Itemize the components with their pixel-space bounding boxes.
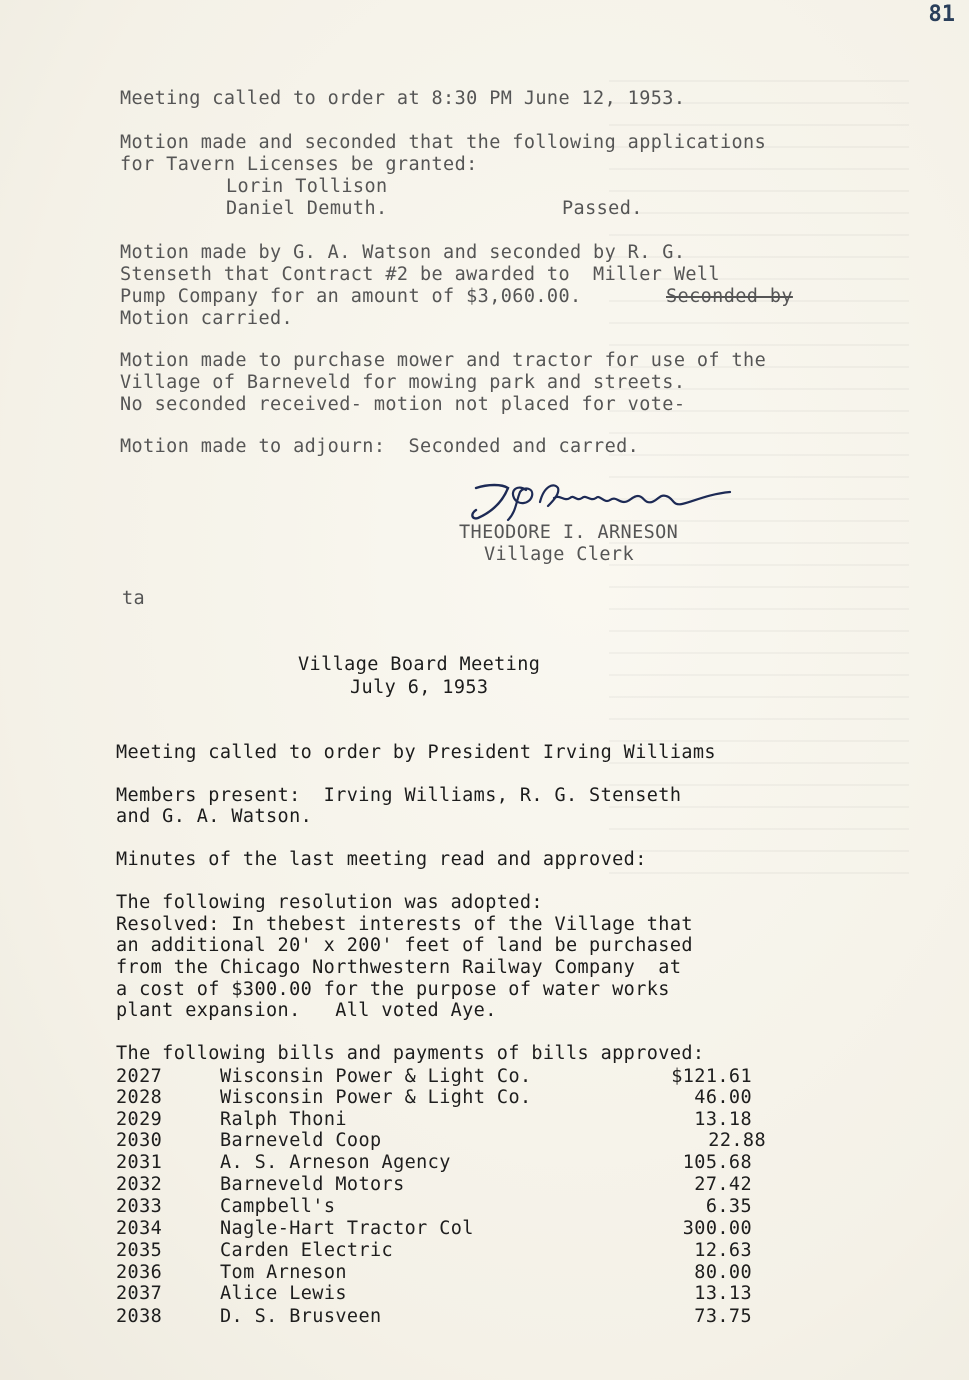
handwritten-signature [468, 480, 738, 522]
bill-number: 2037 [116, 1283, 163, 1304]
july-members-line1: Members present: Irving Williams, R. G. Stenseth [116, 785, 682, 806]
bill-payee: Campbell's [220, 1196, 336, 1217]
july-heading-date: July 6, 1953 [350, 677, 489, 698]
bill-payee: A. S. Arneson Agency [220, 1152, 451, 1173]
bill-amount: 80.00 [694, 1262, 752, 1283]
typist-initials: ta [122, 588, 146, 609]
clerk-title: Village Clerk [484, 544, 634, 565]
june-adjourn: Motion made to adjourn: Seconded and carred. [120, 436, 640, 457]
june-motion2-line1: Motion made by G. A. Watson and seconded by R. G. [120, 242, 686, 263]
june-motion1-line2: for Tavern Licenses be granted: [120, 154, 478, 175]
july-resolution-line3: an additional 20' x 200' feet of land be purchased [116, 935, 693, 956]
june-called-to-order: Meeting called to order at 8:30 PM June 12, 1953. [120, 88, 686, 109]
bill-payee: Nagle-Hart Tractor Col [220, 1218, 474, 1239]
bill-row [116, 1109, 766, 1131]
july-heading-title: Village Board Meeting [298, 654, 541, 675]
bill-payee: Carden Electric [220, 1240, 394, 1261]
july-resolution-line4: from the Chicago Northwestern Railway Company at [116, 957, 682, 978]
bill-payee: Barneveld Coop [220, 1130, 382, 1151]
bill-amount: 13.13 [694, 1283, 752, 1304]
page-number: 81 [928, 2, 955, 27]
bill-number: 2030 [116, 1130, 163, 1151]
june-motion2-line4: Motion carried. [120, 308, 294, 329]
bill-row [116, 1283, 766, 1305]
bill-row [116, 1130, 766, 1152]
bill-payee: Wisconsin Power & Light Co. [220, 1066, 532, 1087]
bill-number: 2035 [116, 1240, 163, 1261]
bill-payee: D. S. Brusveen [220, 1306, 382, 1327]
july-minutes-approved: Minutes of the last meeting read and approved: [116, 849, 647, 870]
bill-row [116, 1240, 766, 1262]
bills-intro: The following bills and payments of bills approved: [116, 1043, 705, 1064]
bill-amount: 46.00 [694, 1087, 752, 1108]
bill-amount: 105.68 [682, 1152, 752, 1173]
bill-row [116, 1152, 766, 1174]
bill-number: 2027 [116, 1066, 163, 1087]
bill-amount: $121.61 [671, 1066, 752, 1087]
july-called-to-order: Meeting called to order by President Irving Williams [116, 742, 716, 763]
bill-amount: 27.42 [694, 1174, 752, 1195]
june-struck-text: Seconded by [666, 286, 793, 307]
june-motion2-line2: Stenseth that Contract #2 be awarded to Miller Well [120, 264, 720, 285]
bill-payee: Alice Lewis [220, 1283, 347, 1304]
june-applicant2: Daniel Demuth. [226, 198, 388, 219]
bill-number: 2038 [116, 1306, 163, 1327]
bill-amount: 22.88 [708, 1130, 766, 1151]
bill-row [116, 1174, 766, 1196]
bill-row [116, 1306, 766, 1328]
june-motion3-line2: Village of Barneveld for mowing park and streets. [120, 372, 686, 393]
june-motion3-line1: Motion made to purchase mower and tractor for use of the [120, 350, 767, 371]
june-passed: Passed. [562, 198, 643, 219]
july-resolution-line2: Resolved: In thebest interests of the Village that [116, 914, 693, 935]
bill-row [116, 1196, 766, 1218]
bill-amount: 12.63 [694, 1240, 752, 1261]
june-motion3-line3: No seconded received- motion not placed for vote- [120, 394, 686, 415]
june-applicant1: Lorin Tollison [226, 176, 388, 197]
july-resolution-line6: plant expansion. All voted Aye. [116, 1000, 497, 1021]
bill-amount: 13.18 [694, 1109, 752, 1130]
bill-number: 2028 [116, 1087, 163, 1108]
july-resolution-line1: The following resolution was adopted: [116, 892, 543, 913]
bill-number: 2036 [116, 1262, 163, 1283]
july-members-line2: and G. A. Watson. [116, 806, 313, 827]
bill-number: 2031 [116, 1152, 163, 1173]
bill-number: 2034 [116, 1218, 163, 1239]
bill-number: 2033 [116, 1196, 163, 1217]
bill-payee: Barneveld Motors [220, 1174, 405, 1195]
june-motion1-line1: Motion made and seconded that the following applications [120, 132, 767, 153]
bill-amount: 300.00 [682, 1218, 752, 1239]
bill-row [116, 1066, 766, 1088]
bill-row [116, 1087, 766, 1109]
july-resolution-line5: a cost of $300.00 for the purpose of water works [116, 979, 670, 1000]
bill-payee: Tom Arneson [220, 1262, 347, 1283]
bill-row [116, 1218, 766, 1240]
bill-number: 2032 [116, 1174, 163, 1195]
bill-number: 2029 [116, 1109, 163, 1130]
bill-row [116, 1262, 766, 1284]
clerk-name: THEODORE I. ARNESON [459, 522, 679, 543]
bill-payee: Wisconsin Power & Light Co. [220, 1087, 532, 1108]
june-motion2-line3: Pump Company for an amount of $3,060.00. [120, 286, 582, 307]
bill-amount: 6.35 [705, 1196, 752, 1217]
bill-amount: 73.75 [694, 1306, 752, 1327]
bill-payee: Ralph Thoni [220, 1109, 347, 1130]
